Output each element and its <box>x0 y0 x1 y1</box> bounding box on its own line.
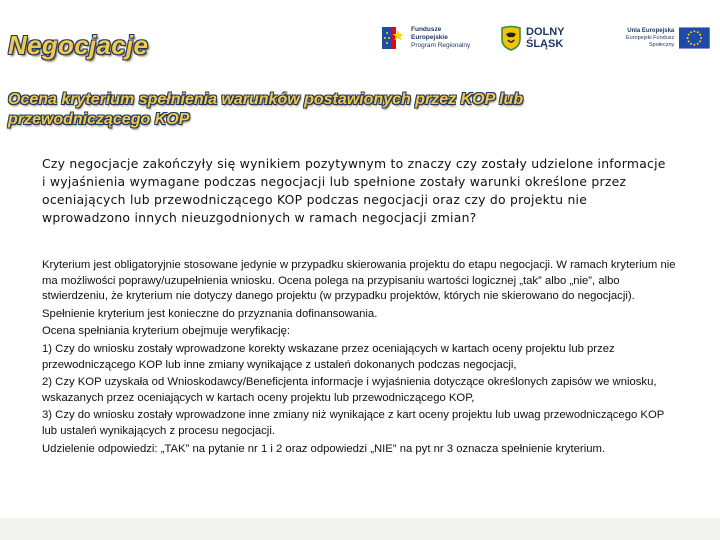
paragraph-conclusion: Udzielenie odpowiedzi: „TAK” na pytanie nr 1 i 2 oraz odpowiedzi „NIE” na pyt nr 3 oznacza spełnienie kryterium. <box>42 442 606 455</box>
paragraph-verification-heading: Ocena spełniania kryterium obejmuje weryfikację: <box>42 325 291 338</box>
ds-line1: DOLNY <box>526 26 565 38</box>
logo-bar <box>380 20 710 56</box>
fe-line2: Europejskie <box>411 34 448 41</box>
page-subtitle: Ocena kryterium spełnienia warunków postawionych przez KOP lub przewodniczącego KOP <box>8 91 524 128</box>
paragraph-intro: Kryterium jest obligatoryjnie stosowane jedynie w przypadku skierowania projektu do etapu negocjacji. W ramach kryterium nie ma możliwości poprawy/uzupełnienia wniosku. Ocena polega na przypisaniu wartości logicznej „tak” albo „nie”, albo stwierdzeniu, że kryterium nie dotyczy danego projektu (w przypadku projektów, których nie skierowano do negocjacji). <box>42 259 676 303</box>
fe-star-icon <box>380 24 406 52</box>
dolny-slask-logo <box>500 20 565 56</box>
fe-line1: Fundusze <box>411 26 442 33</box>
paragraph-point-2: 2) Czy KOP uzyskała od Wnioskodawcy/Beneficjenta informacje i wyjaśnienia dotyczące określonych zapisów we wniosku, wskazanych przez oceniających w kartach oceny projektu lub przewodniczącego KOP, <box>42 376 657 404</box>
ds-text <box>526 26 565 50</box>
dolny-slask-crest-icon <box>500 25 522 51</box>
unia-europejska-logo <box>602 20 710 56</box>
fe-text <box>411 26 470 50</box>
eu-text <box>602 28 674 49</box>
paragraph-requirement: Spełnienie kryterium jest konieczne do przyznania dofinansowania. <box>42 307 378 320</box>
eu-flag-icon <box>679 27 710 49</box>
criterion-description <box>42 258 682 457</box>
eu-line1: Unia Europejska <box>627 27 675 34</box>
eu-line2: Europejski Fundusz Społeczny <box>625 34 675 48</box>
footer-band <box>0 518 720 540</box>
ds-line2: ŚLĄSK <box>526 38 564 50</box>
fe-line3: Program Regionalny <box>411 42 471 49</box>
paragraph-point-3: 3) Czy do wniosku zostały wprowadzone inne zmiany niż wynikające z kart oceny projektu lub uwag przewodniczącego KOP lub ustaleń wynikających z procesu negocjacji. <box>42 409 665 437</box>
criterion-question: Czy negocjacje zakończyły się wynikiem pozytywnym to znaczy czy zostały udzielone informacje i wyjaśnienia wymagane podczas negocjacji lub spełnione zostały warunki określone przez oceniających lub przewodniczącego KOP podczas negocjacji oraz czy do projektu nie wprowadzono innych nieuzgodnionych w ramach negocjacji zmian? <box>42 156 666 225</box>
fundusze-europejskie-logo <box>380 20 470 56</box>
paragraph-point-1: 1) Czy do wniosku zostały wprowadzone korekty wskazane przez oceniających w kartach oceny projektu lub przez przewodniczącego KOP lub inne zmiany wynikające z ustaleń dokonanych podczas negocjacji, <box>42 342 615 371</box>
page-title: Negocjacje <box>8 30 149 60</box>
